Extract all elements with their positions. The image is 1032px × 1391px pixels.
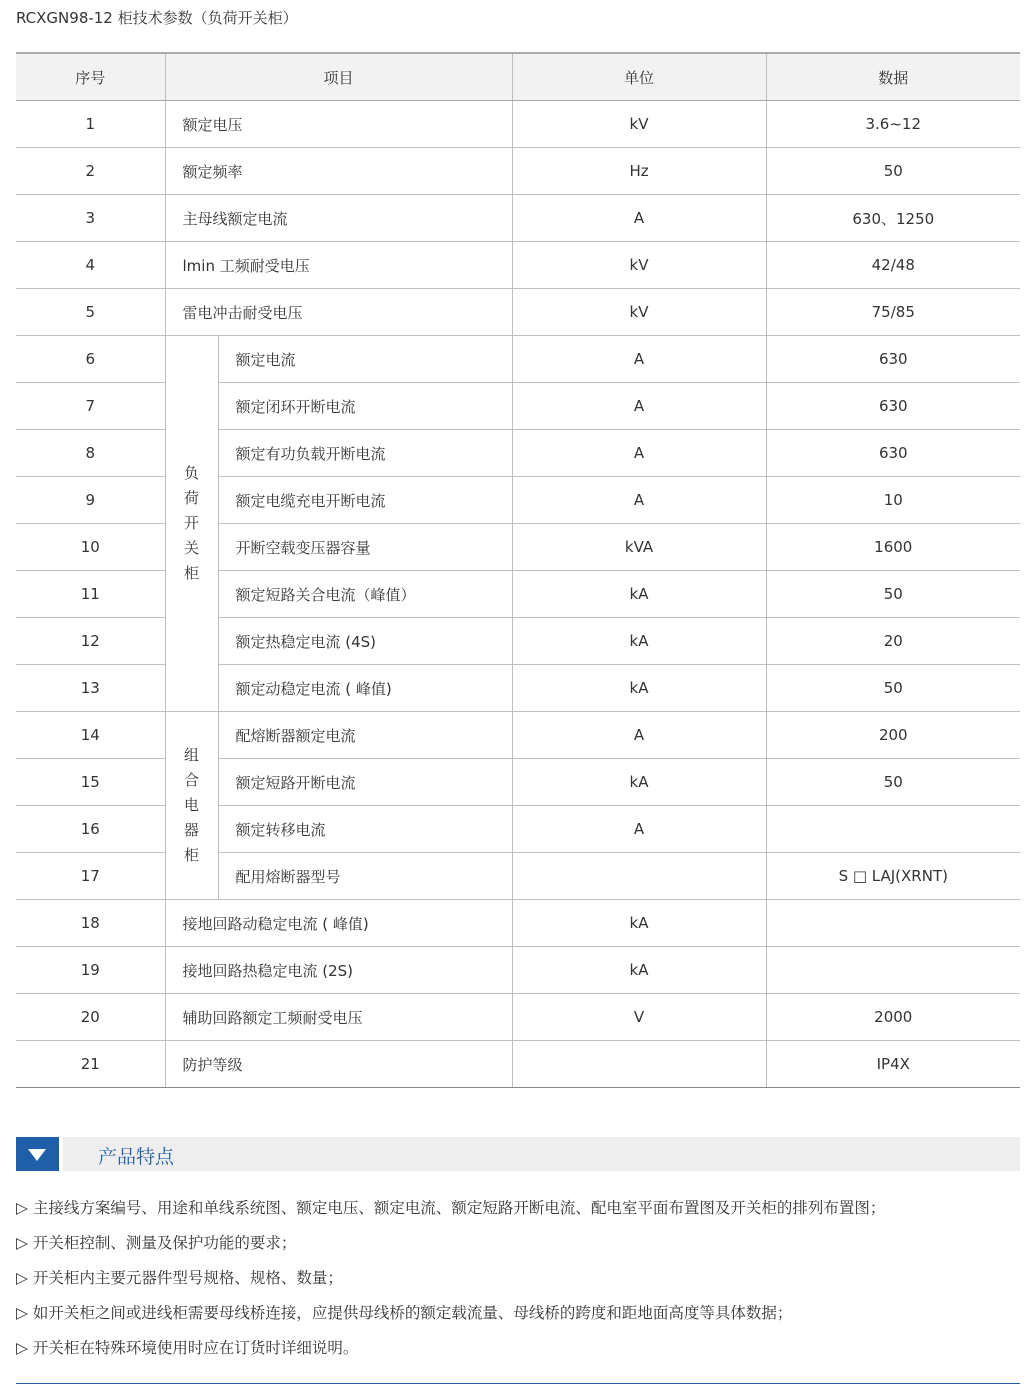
list-item: ▷ 主接线方案编号、用途和单线系统图、额定电压、额定电流、额定短路开断电流、配电室平面布置图及开关柜的排列布置图；	[16, 1199, 886, 1217]
table-row	[16, 712, 1020, 759]
list-item: ▷ 开关柜内主要元器件型号规格、规格、数量；	[16, 1269, 343, 1287]
cell-no: 18	[16, 900, 165, 947]
cell-value: 20	[766, 618, 1020, 665]
cell-unit: V	[512, 994, 766, 1041]
cell-unit: Hz	[512, 148, 766, 195]
cell-no: 10	[16, 524, 165, 571]
cell-unit: kA	[512, 665, 766, 712]
table-row	[16, 336, 1020, 383]
list-item: ▷ 如开关柜之间或进线柜需要母线桥连接，应提供母线桥的额定载流量、母线桥的跨度和距地面高度等具体数据；	[16, 1304, 793, 1322]
cell-no: 7	[16, 383, 165, 430]
divider	[16, 1383, 1020, 1384]
header-value: 数据	[766, 53, 1020, 101]
feature-list	[16, 1196, 885, 1371]
cell-value: IP4X	[766, 1041, 1020, 1088]
cell-unit: A	[512, 336, 766, 383]
cell-value: 42/48	[766, 242, 1020, 289]
cell-unit: A	[512, 383, 766, 430]
cell-item: 配熔断器额定电流	[218, 712, 512, 759]
table-row	[16, 289, 1020, 336]
cell-unit: kA	[512, 947, 766, 994]
cell-unit: kVA	[512, 524, 766, 571]
cell-unit	[512, 853, 766, 900]
cell-no: 13	[16, 665, 165, 712]
cell-value: 630	[766, 430, 1020, 477]
cell-no: 20	[16, 994, 165, 1041]
cell-no: 15	[16, 759, 165, 806]
cell-no: 1	[16, 101, 165, 148]
cell-value: 2000	[766, 994, 1020, 1041]
cell-no: 2	[16, 148, 165, 195]
table-row	[16, 101, 1020, 148]
cell-value: 75/85	[766, 289, 1020, 336]
cell-value: 630、1250	[766, 195, 1020, 242]
section-title: 产品特点	[98, 1146, 175, 1168]
cell-value	[766, 806, 1020, 853]
table-row	[16, 195, 1020, 242]
cell-no: 6	[16, 336, 165, 383]
cell-unit: kA	[512, 759, 766, 806]
cell-item: 雷电冲击耐受电压	[165, 289, 512, 336]
cell-unit: kA	[512, 618, 766, 665]
table-header-row	[16, 53, 1020, 101]
table-row	[16, 947, 1020, 994]
table-caption: RCXGN98-12 柜技术参数（负荷开关柜）	[16, 9, 298, 27]
cell-unit: kV	[512, 289, 766, 336]
cell-value: 50	[766, 571, 1020, 618]
cell-item: 额定有功负载开断电流	[218, 430, 512, 477]
cell-item: lmin 工频耐受电压	[165, 242, 512, 289]
cell-no: 8	[16, 430, 165, 477]
cell-no: 16	[16, 806, 165, 853]
cell-unit	[512, 1041, 766, 1088]
table-row	[16, 242, 1020, 289]
cell-item: 接地回路热稳定电流 (2S)	[165, 947, 512, 994]
cell-no: 5	[16, 289, 165, 336]
table-row	[16, 994, 1020, 1041]
header-no: 序号	[16, 53, 165, 101]
cell-unit: kV	[512, 242, 766, 289]
cell-no: 19	[16, 947, 165, 994]
table-row	[16, 900, 1020, 947]
group-label-load-switch: 负 荷 开 关 柜	[165, 336, 218, 712]
cell-value: 1600	[766, 524, 1020, 571]
list-item: ▷ 开关柜在特殊环境使用时应在订货时详细说明。	[16, 1339, 359, 1357]
cell-item: 额定短路开断电流	[218, 759, 512, 806]
cell-value: 50	[766, 759, 1020, 806]
table-row	[16, 148, 1020, 195]
section-header	[16, 1137, 1020, 1171]
cell-item: 接地回路动稳定电流 ( 峰值)	[165, 900, 512, 947]
cell-item: 辅助回路额定工频耐受电压	[165, 994, 512, 1041]
cell-no: 3	[16, 195, 165, 242]
cell-item: 额定闭环开断电流	[218, 383, 512, 430]
cell-unit: kA	[512, 900, 766, 947]
group-label-combined: 组 合 电 器 柜	[165, 712, 218, 900]
cell-item: 额定短路关合电流（峰值）	[218, 571, 512, 618]
cell-unit: kV	[512, 101, 766, 148]
cell-no: 17	[16, 853, 165, 900]
cell-value: 630	[766, 336, 1020, 383]
cell-item: 额定动稳定电流 ( 峰值)	[218, 665, 512, 712]
cell-unit: A	[512, 806, 766, 853]
cell-value: 50	[766, 148, 1020, 195]
cell-value	[766, 900, 1020, 947]
cell-item: 配用熔断器型号	[218, 853, 512, 900]
spec-table	[16, 52, 1020, 1088]
cell-no: 4	[16, 242, 165, 289]
cell-unit: A	[512, 712, 766, 759]
section-toggle[interactable]	[16, 1137, 59, 1171]
cell-item: 额定电流	[218, 336, 512, 383]
cell-item: 额定频率	[165, 148, 512, 195]
cell-item: 开断空载变压器容量	[218, 524, 512, 571]
triangle-down-icon	[28, 1149, 46, 1161]
cell-value	[766, 947, 1020, 994]
cell-value: S □ LAJ(XRNT)	[766, 853, 1020, 900]
table-row	[16, 1041, 1020, 1088]
cell-value: 3.6~12	[766, 101, 1020, 148]
cell-unit: A	[512, 477, 766, 524]
cell-value: 50	[766, 665, 1020, 712]
cell-value: 200	[766, 712, 1020, 759]
header-unit: 单位	[512, 53, 766, 101]
cell-value: 10	[766, 477, 1020, 524]
cell-no: 9	[16, 477, 165, 524]
cell-item: 额定热稳定电流 (4S)	[218, 618, 512, 665]
list-item: ▷ 开关柜控制、测量及保护功能的要求；	[16, 1234, 297, 1252]
cell-unit: A	[512, 195, 766, 242]
cell-item: 防护等级	[165, 1041, 512, 1088]
cell-item: 额定电缆充电开断电流	[218, 477, 512, 524]
cell-no: 21	[16, 1041, 165, 1088]
cell-unit: A	[512, 430, 766, 477]
cell-item: 额定转移电流	[218, 806, 512, 853]
cell-no: 14	[16, 712, 165, 759]
cell-unit: kA	[512, 571, 766, 618]
header-item: 项目	[165, 53, 512, 101]
cell-no: 11	[16, 571, 165, 618]
cell-item: 主母线额定电流	[165, 195, 512, 242]
cell-no: 12	[16, 618, 165, 665]
cell-item: 额定电压	[165, 101, 512, 148]
cell-value: 630	[766, 383, 1020, 430]
